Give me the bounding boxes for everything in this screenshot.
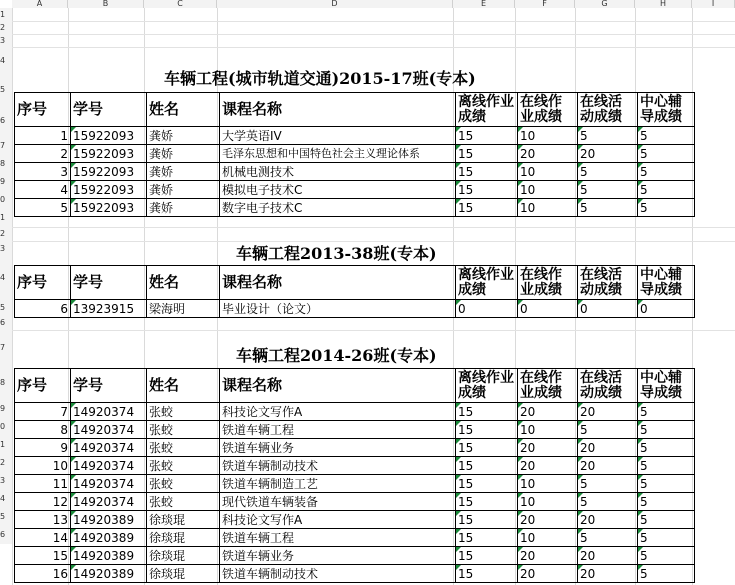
cell-name[interactable]: 龚娇 [147, 127, 220, 145]
row-header[interactable]: 1 [0, 8, 12, 21]
cell-course[interactable]: 大学英语IV [220, 127, 456, 145]
cell-name[interactable]: 龚娇 [147, 145, 220, 163]
row-header[interactable]: 9 [0, 173, 12, 191]
row-header[interactable]: 6 [0, 315, 12, 330]
table-row [15, 493, 695, 511]
column-header[interactable]: C [144, 0, 217, 8]
row-header[interactable]: 4 [0, 47, 12, 75]
cell-tutoring[interactable]: 5 [638, 403, 695, 421]
table-row [15, 511, 695, 529]
header-cell-name[interactable]: 姓名 [147, 93, 220, 127]
section-title: 车辆工程(城市轨道交通)2015-17班(专本) [164, 69, 476, 88]
cell-activity[interactable]: 20 [578, 439, 638, 457]
row-header[interactable]: 3 [0, 34, 12, 47]
cell-seq[interactable]: 12 [15, 493, 71, 511]
table-row [15, 475, 695, 493]
row-header[interactable]: 0 [0, 191, 12, 209]
row-header[interactable]: 1 [0, 209, 12, 227]
cell-name[interactable]: 梁海明 [147, 300, 220, 318]
section-title: 车辆工程2013-38班(专本) [236, 244, 437, 263]
cell-tutoring[interactable]: 5 [638, 199, 695, 217]
cell-online[interactable]: 10 [518, 493, 578, 511]
cell-course[interactable]: 铁道车辆工程 [220, 529, 456, 547]
cell-student-id[interactable]: 15922093 [71, 163, 147, 181]
table-row [15, 547, 695, 565]
table-header-row [15, 369, 695, 403]
table-row [15, 439, 695, 457]
cell-student-id[interactable]: 14920389 [71, 565, 147, 583]
cell-name[interactable]: 张蛟 [147, 439, 220, 457]
cell-tutoring[interactable]: 5 [638, 145, 695, 163]
cell-offline[interactable]: 15 [456, 565, 518, 583]
header-cell-student-id[interactable]: 学号 [71, 93, 147, 127]
cell-course[interactable]: 铁道车辆制动技术 [220, 565, 456, 583]
cell-online[interactable]: 10 [518, 127, 578, 145]
cell-seq[interactable]: 8 [15, 421, 71, 439]
table-row [15, 300, 695, 318]
cell-name[interactable]: 张蛟 [147, 457, 220, 475]
header-cell-online[interactable]: 在线作业成绩 [518, 369, 578, 403]
cell-tutoring[interactable]: 5 [638, 529, 695, 547]
cell-offline[interactable]: 15 [456, 403, 518, 421]
cell-activity[interactable]: 0 [578, 300, 638, 318]
cell-student-id[interactable]: 15922093 [71, 181, 147, 199]
score-table [14, 368, 695, 583]
table-row [15, 127, 695, 145]
cell-student-id[interactable]: 15922093 [71, 127, 147, 145]
row-header[interactable]: 6 [0, 105, 12, 137]
header-cell-offline[interactable]: 离线作业成绩 [456, 369, 518, 403]
cell-online[interactable]: 10 [518, 475, 578, 493]
cell-tutoring[interactable]: 5 [638, 475, 695, 493]
row-header[interactable]: 9 [0, 400, 12, 418]
table-header-row [15, 93, 695, 127]
cell-course[interactable]: 毕业设计（论文） [220, 300, 456, 318]
cell-student-id[interactable]: 13923915 [71, 300, 147, 318]
table-row [15, 403, 695, 421]
cell-offline[interactable]: 15 [456, 163, 518, 181]
cell-online[interactable]: 0 [518, 300, 578, 318]
cell-activity[interactable]: 5 [578, 127, 638, 145]
column-header[interactable]: B [68, 0, 144, 8]
cell-seq[interactable]: 14 [15, 529, 71, 547]
cell-offline[interactable]: 0 [456, 300, 518, 318]
cell-course[interactable]: 科技论文写作A [220, 403, 456, 421]
column-header[interactable]: D [217, 0, 453, 8]
header-cell-student-id[interactable]: 学号 [71, 369, 147, 403]
cell-activity[interactable]: 5 [578, 199, 638, 217]
cell-course[interactable]: 科技论文写作A [220, 511, 456, 529]
cell-course[interactable]: 数字电子技术C [220, 199, 456, 217]
cell-name[interactable]: 龚娇 [147, 199, 220, 217]
row-header[interactable]: 7 [0, 137, 12, 155]
cell-seq[interactable]: 6 [15, 300, 71, 318]
cell-online[interactable]: 10 [518, 199, 578, 217]
cell-activity[interactable]: 20 [578, 511, 638, 529]
column-header[interactable]: I [692, 0, 735, 8]
cell-seq[interactable]: 3 [15, 163, 71, 181]
cell-course[interactable]: 铁道车辆制造工艺 [220, 475, 456, 493]
cell-offline[interactable]: 15 [456, 547, 518, 565]
cell-course[interactable]: 铁道车辆业务 [220, 547, 456, 565]
cell-course[interactable]: 铁道车辆业务 [220, 439, 456, 457]
row-header[interactable]: 2 [0, 21, 12, 34]
cell-course[interactable]: 机械电测技术 [220, 163, 456, 181]
cell-name[interactable]: 张蛟 [147, 493, 220, 511]
cell-activity[interactable]: 5 [578, 421, 638, 439]
cell-seq[interactable]: 9 [15, 439, 71, 457]
cell-name[interactable]: 徐琰琨 [147, 511, 220, 529]
row-header[interactable]: 3 [0, 472, 12, 490]
cell-tutoring[interactable]: 5 [638, 181, 695, 199]
cell-offline[interactable]: 15 [456, 529, 518, 547]
header-cell-offline[interactable]: 离线作业成绩 [456, 266, 518, 300]
cell-online[interactable]: 20 [518, 547, 578, 565]
row-header[interactable]: 2 [0, 227, 12, 241]
cell-seq[interactable]: 13 [15, 511, 71, 529]
column-header[interactable]: A [12, 0, 68, 8]
cell-offline[interactable]: 15 [456, 145, 518, 163]
table-row [15, 163, 695, 181]
cell-offline[interactable]: 15 [456, 475, 518, 493]
header-cell-student-id[interactable]: 学号 [71, 266, 147, 300]
cell-seq[interactable]: 1 [15, 127, 71, 145]
table-row [15, 199, 695, 217]
column-header[interactable]: F [515, 0, 575, 8]
cell-student-id[interactable]: 14920389 [71, 547, 147, 565]
cell-student-id[interactable]: 14920389 [71, 529, 147, 547]
grid-line [12, 34, 735, 35]
row-header[interactable]: 8 [0, 365, 12, 400]
cell-seq[interactable]: 15 [15, 547, 71, 565]
header-cell-online[interactable]: 在线作业成绩 [518, 93, 578, 127]
row-header[interactable]: 7 [0, 330, 12, 365]
cell-online[interactable]: 20 [518, 439, 578, 457]
cell-name[interactable]: 徐琰琨 [147, 529, 220, 547]
section-title: 车辆工程2014-26班(专本) [236, 346, 437, 365]
row-header[interactable]: 4 [0, 256, 12, 300]
table-row [15, 145, 695, 163]
cell-student-id[interactable]: 14920374 [71, 475, 147, 493]
table-row [15, 565, 695, 583]
cell-activity[interactable]: 20 [578, 547, 638, 565]
cell-offline[interactable]: 15 [456, 421, 518, 439]
column-header[interactable]: G [575, 0, 635, 8]
cell-student-id[interactable]: 14920374 [71, 493, 147, 511]
cell-student-id[interactable]: 14920374 [71, 403, 147, 421]
cell-seq[interactable]: 16 [15, 565, 71, 583]
cell-offline[interactable]: 15 [456, 457, 518, 475]
cell-tutoring[interactable]: 5 [638, 511, 695, 529]
cell-course[interactable]: 铁道车辆制动技术 [220, 457, 456, 475]
table-header-row [15, 266, 695, 300]
cell-seq[interactable]: 5 [15, 199, 71, 217]
row-header[interactable]: 1 [0, 436, 12, 454]
row-header[interactable]: 5 [0, 75, 12, 105]
cell-name[interactable]: 龚娇 [147, 163, 220, 181]
header-cell-seq[interactable]: 序号 [15, 369, 71, 403]
cell-online[interactable]: 20 [518, 403, 578, 421]
row-header[interactable]: 2 [0, 454, 12, 472]
cell-tutoring[interactable]: 5 [638, 565, 695, 583]
cell-seq[interactable]: 4 [15, 181, 71, 199]
cell-tutoring[interactable]: 5 [638, 439, 695, 457]
cell-online[interactable]: 10 [518, 181, 578, 199]
row-header[interactable]: 3 [0, 241, 12, 256]
cell-student-id[interactable]: 15922093 [71, 199, 147, 217]
cell-name[interactable]: 张蛟 [147, 475, 220, 493]
cell-activity[interactable]: 20 [578, 145, 638, 163]
cell-seq[interactable]: 7 [15, 403, 71, 421]
table-row [15, 529, 695, 547]
cell-offline[interactable]: 15 [456, 181, 518, 199]
cell-offline[interactable]: 15 [456, 493, 518, 511]
cell-course[interactable]: 模拟电子技术C [220, 181, 456, 199]
cell-activity[interactable]: 5 [578, 163, 638, 181]
cell-name[interactable]: 张蛟 [147, 421, 220, 439]
cell-activity[interactable]: 5 [578, 493, 638, 511]
row-header[interactable]: 5 [0, 508, 12, 526]
cell-offline[interactable]: 15 [456, 439, 518, 457]
cell-activity[interactable]: 5 [578, 529, 638, 547]
cell-tutoring[interactable]: 5 [638, 493, 695, 511]
row-header[interactable]: 0 [0, 418, 12, 436]
cell-tutoring[interactable]: 5 [638, 163, 695, 181]
score-table [14, 92, 695, 217]
cell-offline[interactable]: 15 [456, 199, 518, 217]
row-header[interactable]: 4 [0, 490, 12, 508]
cell-online[interactable]: 20 [518, 457, 578, 475]
column-header[interactable]: H [635, 0, 692, 8]
cell-seq[interactable]: 11 [15, 475, 71, 493]
table-row [15, 181, 695, 199]
cell-tutoring[interactable]: 5 [638, 127, 695, 145]
header-cell-seq[interactable]: 序号 [15, 93, 71, 127]
grid-line [12, 47, 735, 48]
cell-seq[interactable]: 2 [15, 145, 71, 163]
cell-activity[interactable]: 20 [578, 457, 638, 475]
cell-seq[interactable]: 10 [15, 457, 71, 475]
cell-activity[interactable]: 20 [578, 403, 638, 421]
header-cell-activity[interactable]: 在线活动成绩 [578, 369, 638, 403]
grid-line [12, 330, 735, 331]
cell-online[interactable]: 20 [518, 145, 578, 163]
cell-activity[interactable]: 20 [578, 565, 638, 583]
row-header[interactable]: 8 [0, 155, 12, 173]
cell-offline[interactable]: 15 [456, 127, 518, 145]
cell-activity[interactable]: 5 [578, 475, 638, 493]
header-cell-activity[interactable]: 在线活动成绩 [578, 266, 638, 300]
cell-course[interactable]: 毛泽东思想和中国特色社会主义理论体系 [220, 145, 456, 163]
cell-tutoring[interactable]: 0 [638, 300, 695, 318]
cell-name[interactable]: 龚娇 [147, 181, 220, 199]
cell-online[interactable]: 10 [518, 421, 578, 439]
header-cell-tutoring[interactable]: 中心辅导成绩 [638, 266, 695, 300]
cell-online[interactable]: 10 [518, 163, 578, 181]
cell-name[interactable]: 张蛟 [147, 403, 220, 421]
cell-student-id[interactable]: 15922093 [71, 145, 147, 163]
cell-student-id[interactable]: 14920374 [71, 421, 147, 439]
header-cell-offline[interactable]: 离线作业成绩 [456, 93, 518, 127]
header-cell-tutoring[interactable]: 中心辅导成绩 [638, 369, 695, 403]
header-cell-course[interactable]: 课程名称 [220, 93, 456, 127]
grid-line [12, 8, 13, 585]
cell-offline[interactable]: 15 [456, 511, 518, 529]
cell-tutoring[interactable]: 5 [638, 547, 695, 565]
cell-tutoring[interactable]: 5 [638, 457, 695, 475]
table-row [15, 457, 695, 475]
cell-student-id[interactable]: 14920389 [71, 511, 147, 529]
cell-tutoring[interactable]: 5 [638, 421, 695, 439]
cell-online[interactable]: 20 [518, 511, 578, 529]
header-cell-course[interactable]: 课程名称 [220, 369, 456, 403]
table-row [15, 421, 695, 439]
cell-online[interactable]: 20 [518, 565, 578, 583]
cell-activity[interactable]: 5 [578, 181, 638, 199]
cell-course[interactable]: 现代铁道车辆装备 [220, 493, 456, 511]
header-cell-name[interactable]: 姓名 [147, 266, 220, 300]
score-table [14, 265, 695, 318]
cell-student-id[interactable]: 14920374 [71, 457, 147, 475]
row-header[interactable]: 5 [0, 300, 12, 315]
header-cell-activity[interactable]: 在线活动成绩 [578, 93, 638, 127]
cell-name[interactable]: 徐琰琨 [147, 565, 220, 583]
header-cell-name[interactable]: 姓名 [147, 369, 220, 403]
cell-online[interactable]: 10 [518, 529, 578, 547]
header-cell-course[interactable]: 课程名称 [220, 266, 456, 300]
row-header[interactable]: 6 [0, 526, 12, 544]
header-cell-online[interactable]: 在线作业成绩 [518, 266, 578, 300]
header-cell-seq[interactable]: 序号 [15, 266, 71, 300]
cell-course[interactable]: 铁道车辆工程 [220, 421, 456, 439]
cell-student-id[interactable]: 14920374 [71, 439, 147, 457]
grid-line [12, 227, 735, 228]
column-header[interactable]: E [453, 0, 515, 8]
grid-line [12, 21, 735, 22]
header-cell-tutoring[interactable]: 中心辅导成绩 [638, 93, 695, 127]
cell-name[interactable]: 徐琰琨 [147, 547, 220, 565]
